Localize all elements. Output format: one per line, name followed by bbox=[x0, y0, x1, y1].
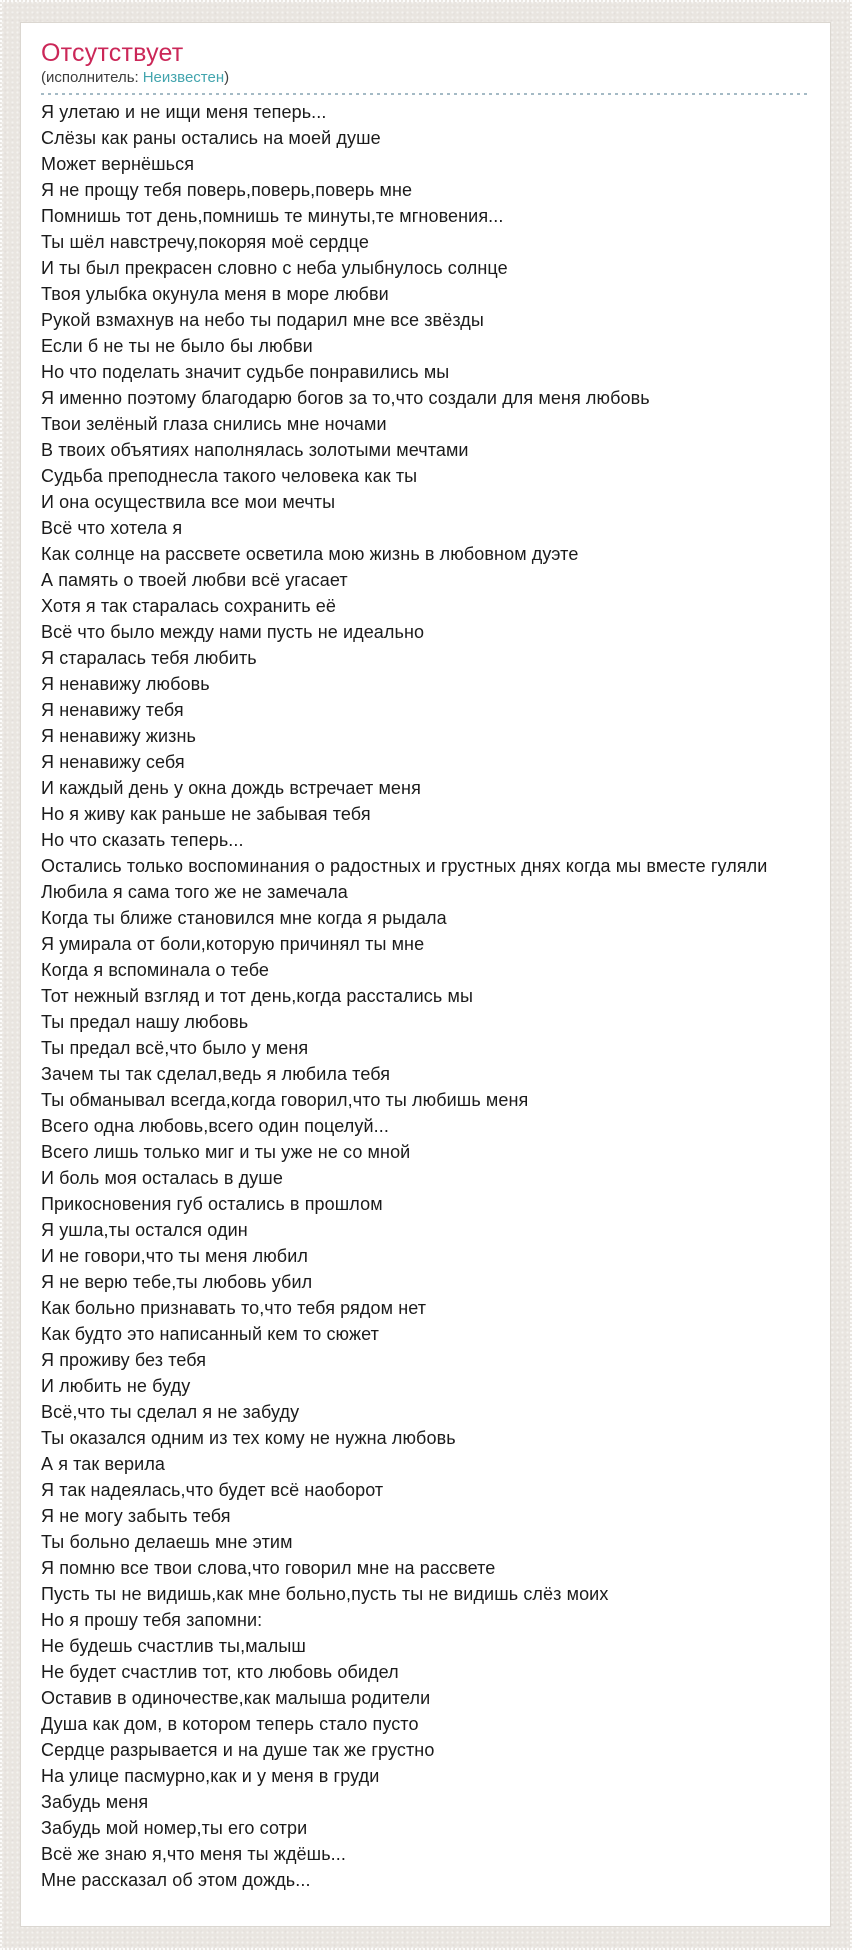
lyric-line: И она осуществила все мои мечты bbox=[41, 492, 336, 512]
lyric-line: А я так верила bbox=[41, 1454, 166, 1474]
lyric-line: А память о твоей любви всё угасает bbox=[41, 570, 348, 590]
lyric-line: И любить не буду bbox=[41, 1376, 191, 1396]
lyric-line: Прикосновения губ остались в прошлом bbox=[41, 1194, 383, 1214]
lyric-line: Ты шёл навстречу,покоряя моё сердце bbox=[41, 232, 369, 252]
lyric-line: Но я живу как раньше не забывая тебя bbox=[41, 804, 371, 824]
lyric-line: Помнишь тот день,помнишь те минуты,те мгновения... bbox=[41, 206, 504, 226]
lyric-line: Рукой взмахнув на небо ты подарил мне все звёзды bbox=[41, 310, 484, 330]
lyric-line: Всего одна любовь,всего один поцелуй... bbox=[41, 1116, 389, 1136]
lyric-line: Когда я вспоминала о тебе bbox=[41, 960, 270, 980]
lyric-line: Твоя улыбка окунула меня в море любви bbox=[41, 284, 389, 304]
lyric-line: Если б не ты не было бы любви bbox=[41, 336, 313, 356]
lyric-line: Оставив в одиночестве,как малыша родители bbox=[41, 1688, 431, 1708]
lyric-line: Я так надеялась,что будет всё наоборот bbox=[41, 1480, 384, 1500]
lyric-line: И боль моя осталась в душе bbox=[41, 1168, 283, 1188]
lyric-line: Ты больно делаешь мне этим bbox=[41, 1532, 293, 1552]
lyric-line: Я именно поэтому благодарю богов за то,что создали для меня любовь bbox=[41, 388, 650, 408]
lyric-line: Я ненавижу себя bbox=[41, 752, 185, 772]
lyric-line: И ты был прекрасен словно с неба улыбнулось солнце bbox=[41, 258, 508, 278]
lyric-line: Я не могу забыть тебя bbox=[41, 1506, 231, 1526]
lyric-line: И каждый день у окна дождь встречает меня bbox=[41, 778, 421, 798]
lyric-line: Не будет счастлив тот, кто любовь обидел bbox=[41, 1662, 399, 1682]
lyric-line: Как будто это написанный кем то сюжет bbox=[41, 1324, 379, 1344]
lyric-line: Ты оказался одним из тех кому не нужна любовь bbox=[41, 1428, 456, 1448]
lyric-line: Забудь меня bbox=[41, 1792, 149, 1812]
lyric-line: Я ненавижу тебя bbox=[41, 700, 184, 720]
lyric-line: Но что сказать теперь... bbox=[41, 830, 244, 850]
lyric-line: Остались только воспоминания о радостных и грустных днях когда мы вместе гуляли bbox=[41, 856, 768, 876]
lyric-line: Душа как дом, в котором теперь стало пусто bbox=[41, 1714, 419, 1734]
lyric-line: Может вернёшься bbox=[41, 154, 195, 174]
lyric-line: Ты обманывал всегда,когда говорил,что ты любишь меня bbox=[41, 1090, 529, 1110]
lyric-line: Судьба преподнесла такого человека как ты bbox=[41, 466, 418, 486]
lyric-line: Я ушла,ты остался один bbox=[41, 1220, 248, 1240]
lyric-line: Я помню все твои слова,что говорил мне на рассвете bbox=[41, 1558, 496, 1578]
lyric-line: Всё,что ты сделал я не забуду bbox=[41, 1402, 300, 1422]
lyric-line: Всё что хотела я bbox=[41, 518, 183, 538]
artist-label: (исполнитель: bbox=[41, 69, 139, 86]
lyrics-card bbox=[20, 22, 831, 1927]
lyric-line: Твои зелёный глаза снились мне ночами bbox=[41, 414, 387, 434]
lyric-line: Слёзы как раны остались на моей душе bbox=[41, 128, 381, 148]
lyric-line: Мне рассказал об этом дождь... bbox=[41, 1870, 311, 1890]
lyric-line: Ты предал нашу любовь bbox=[41, 1012, 249, 1032]
lyric-line: И не говори,что ты меня любил bbox=[41, 1246, 308, 1266]
lyric-line: В твоих объятиях наполнялась золотыми мечтами bbox=[41, 440, 469, 460]
lyric-line: Тот нежный взгляд и тот день,когда расстались мы bbox=[41, 986, 473, 1006]
song-title: Отсутствует bbox=[41, 39, 184, 67]
lyric-line: Любила я сама того же не замечала bbox=[41, 882, 348, 902]
lyric-line: Всё же знаю я,что меня ты ждёшь... bbox=[41, 1844, 346, 1864]
lyric-line: Но что поделать значит судьбе понравились мы bbox=[41, 362, 450, 382]
lyric-line: Я ненавижу любовь bbox=[41, 674, 210, 694]
dotted-separator bbox=[41, 93, 810, 95]
lyric-line: Как больно признавать то,что тебя рядом нет bbox=[41, 1298, 427, 1318]
lyric-line: Не будешь счастлив ты,малыш bbox=[41, 1636, 306, 1656]
lyric-line: Сердце разрывается и на душе так же грустно bbox=[41, 1740, 435, 1760]
lyric-line: Я ненавижу жизнь bbox=[41, 726, 197, 746]
lyric-line: Когда ты ближе становился мне когда я рыдала bbox=[41, 908, 447, 928]
lyric-line: Всего лишь только миг и ты уже не со мной bbox=[41, 1142, 411, 1162]
lyric-line: Зачем ты так сделал,ведь я любила тебя bbox=[41, 1064, 391, 1084]
lyric-line: Как солнце на рассвете осветила мою жизнь в любовном дуэте bbox=[41, 544, 579, 564]
lyric-line: Пусть ты не видишь,как мне больно,пусть ты не видишь слёз моих bbox=[41, 1584, 609, 1604]
lyric-line: Ты предал всё,что было у меня bbox=[41, 1038, 309, 1058]
lyric-line: Хотя я так старалась сохранить её bbox=[41, 596, 337, 616]
lyric-line: Но я прошу тебя запомни: bbox=[41, 1610, 263, 1630]
lyric-line: Я улетаю и не ищи меня теперь... bbox=[41, 102, 327, 122]
lyric-line: Всё что было между нами пусть не идеально bbox=[41, 622, 425, 642]
lyric-line: Забудь мой номер,ты его сотри bbox=[41, 1818, 308, 1838]
lyric-line: Я не прощу тебя поверь,поверь,поверь мне bbox=[41, 180, 413, 200]
lyric-line: Я не верю тебе,ты любовь убил bbox=[41, 1272, 313, 1292]
lyric-line: На улице пасмурно,как и у меня в груди bbox=[41, 1766, 380, 1786]
artist-label-suffix: ) bbox=[224, 69, 230, 86]
artist-link[interactable]: Неизвестен bbox=[142, 69, 225, 86]
artist-line bbox=[41, 69, 810, 93]
lyric-line: Я проживу без тебя bbox=[41, 1350, 207, 1370]
lyric-line: Я умирала от боли,которую причинял ты мне bbox=[41, 934, 425, 954]
lyric-line: Я старалась тебя любить bbox=[41, 648, 257, 668]
lyrics-text bbox=[41, 99, 810, 1893]
